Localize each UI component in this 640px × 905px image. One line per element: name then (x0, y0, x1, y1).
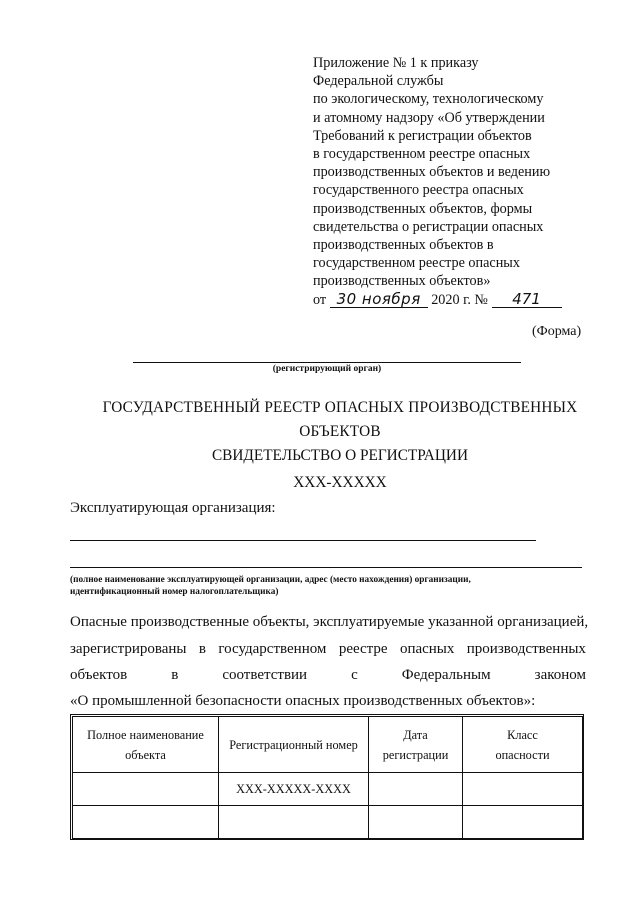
table-cell: XXX-XXXXX-XXXX (219, 773, 369, 806)
table-cell (369, 773, 463, 806)
registry-title-line: ГОСУДАРСТВЕННЫЙ РЕЕСТР ОПАСНЫХ ПРОИЗВОДСТВЕННЫХ (102, 399, 578, 416)
header-text: Полное наименование (87, 727, 204, 742)
registration-table (72, 716, 583, 839)
word: Федеральным (401, 667, 491, 683)
header-registration-date (369, 717, 463, 773)
order-year: 2020 г. № (431, 291, 488, 308)
registry-title (60, 396, 620, 444)
header-text: регистрации (382, 747, 449, 762)
appendix-line: свидетельства о регистрации опасных (313, 218, 544, 235)
handwritten-order-number: 471 (492, 291, 562, 308)
word: законом (534, 667, 586, 683)
table-cell (219, 806, 369, 839)
header-text: опасности (495, 747, 550, 762)
header-text: Регистрационный номер (229, 737, 358, 752)
word: в (171, 667, 179, 683)
registering-body-field (133, 362, 521, 363)
appendix-line: государственном реестре опасных (313, 255, 520, 272)
header-object-name (73, 717, 219, 773)
operating-org-label: Эксплуатирующая организация: (70, 500, 276, 516)
form-label: (Форма) (532, 324, 582, 339)
order-date-line (313, 291, 613, 309)
word: государственном (218, 641, 327, 657)
appendix-line: Приложение № 1 к приказу (313, 55, 479, 71)
table-cell (73, 773, 219, 806)
word: в (198, 641, 206, 657)
paragraph-line: «О промышленной безопасности опасных производственных объектов»: (70, 693, 536, 709)
date-prefix: от (313, 291, 327, 308)
appendix-line: Федеральной службы (313, 73, 444, 90)
hint-line: идентификационный номер налогоплательщика) (70, 587, 279, 597)
operating-org-hint (70, 574, 590, 598)
appendix-line: производственных объектов в (313, 237, 494, 254)
word: объектов (70, 667, 128, 683)
appendix-line: производственных объектов и ведению (313, 164, 551, 181)
header-hazard-class (463, 717, 583, 773)
word: производственных (466, 641, 586, 657)
header-text: объекта (125, 747, 166, 762)
table-cell (463, 806, 583, 839)
table-cell (73, 806, 219, 839)
appendix-line: государственного реестра опасных (313, 182, 524, 199)
table-row (73, 806, 583, 839)
registry-title-line: ОБЪЕКТОВ (299, 423, 381, 440)
handwritten-date: 30 ноября (330, 291, 428, 308)
operating-org-field-line (70, 567, 582, 568)
table-row (73, 773, 583, 806)
paragraph-line (70, 667, 586, 684)
paragraph-line: Опасные производственные объекты, эксплуатируемые указанной организацией, (70, 614, 589, 630)
appendix-block (313, 54, 613, 309)
appendix-line: производственных объектов» (313, 273, 491, 290)
hint-line: (полное наименование эксплуатирующей организации, адрес (место нахождения) организации, (70, 575, 471, 585)
registering-body-label: (регистрирующий орган) (272, 364, 382, 374)
certificate-title: СВИДЕТЕЛЬСТВО О РЕГИСТРАЦИИ (211, 447, 468, 464)
appendix-line: производственных объектов, формы (313, 200, 533, 217)
appendix-line: в государственном реестре опасных (313, 146, 531, 163)
word: опасных (399, 641, 455, 657)
header-text: Дата (403, 727, 428, 742)
operating-org-field-line (70, 540, 536, 541)
header-registration-number (219, 717, 369, 773)
word: с (351, 667, 358, 683)
appendix-line: Требований к регистрации объектов (313, 127, 532, 144)
table-cell (463, 773, 583, 806)
word: соответствии (222, 667, 308, 683)
paragraph-line (70, 641, 586, 658)
word: зарегистрированы (70, 641, 187, 657)
appendix-line: и атомному надзору «Об утверждении (313, 109, 545, 126)
appendix-line: по экологическому, технологическому (313, 91, 544, 108)
word: реестре (338, 641, 388, 657)
certificate-number: XXX-XXXXX (293, 474, 387, 491)
table-cell (369, 806, 463, 839)
header-text: Класс (507, 727, 538, 742)
table-header-row (73, 717, 583, 773)
